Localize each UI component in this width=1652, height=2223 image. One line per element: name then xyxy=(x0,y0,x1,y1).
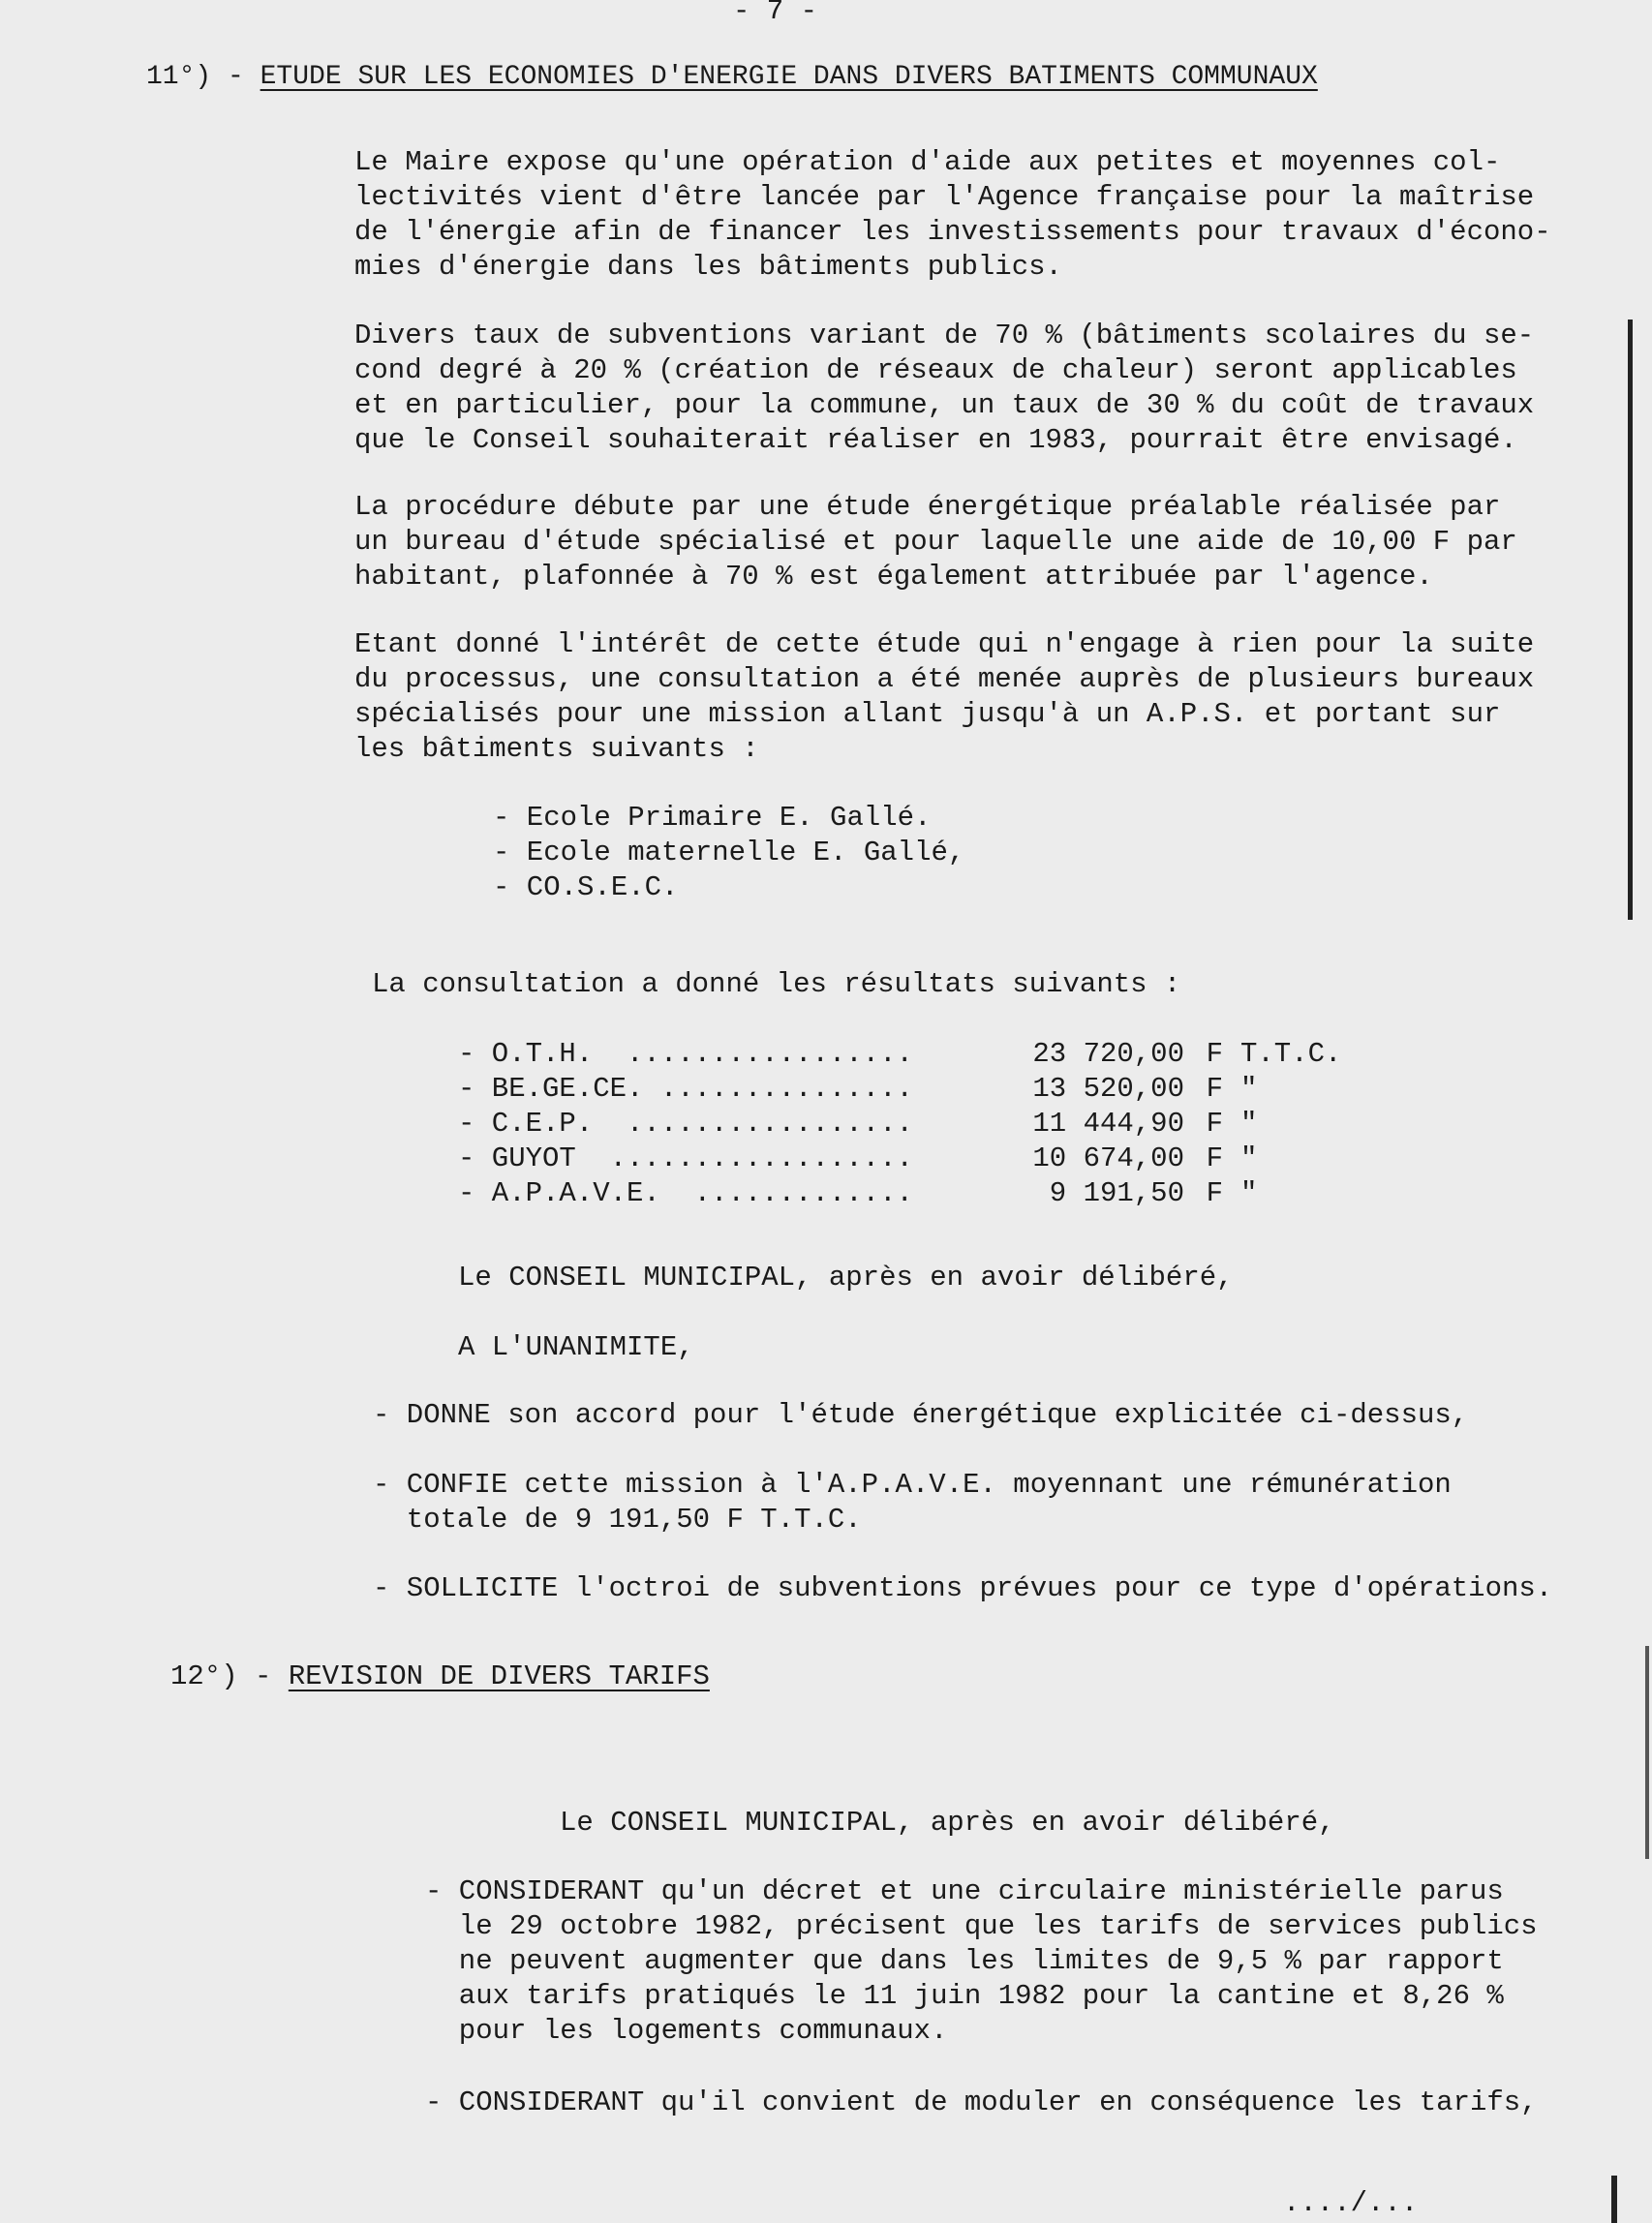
text-line: - CONSIDERANT qu'un décret et une circulaire ministérielle parus xyxy=(425,1875,1504,1907)
text-line: de l'énergie afin de financer les investissements pour travaux d'écono- xyxy=(354,216,1551,248)
amount: 10 674,00 xyxy=(1032,1142,1184,1174)
text-line: - SOLLICITE l'octroi de subventions prévues pour ce type d'opérations. xyxy=(373,1572,1553,1604)
table-row xyxy=(458,1176,1366,1211)
suffix: " xyxy=(1240,1108,1258,1140)
list-item: - Ecole maternelle E. Gallé, xyxy=(493,837,965,868)
text-line: - CONSIDERANT qu'il convient de moduler en conséquence les tarifs, xyxy=(425,2086,1538,2118)
considerant-item xyxy=(425,2086,1538,2120)
list-item: - CO.S.E.C. xyxy=(493,871,679,903)
bureau-name: - BE.GE.CE. ............... xyxy=(458,1073,913,1105)
table-row xyxy=(458,1142,1366,1176)
text-line: du processus, une consultation a été menée auprès de plusieurs bureaux xyxy=(354,663,1535,695)
page-number: - 7 - xyxy=(733,0,818,27)
currency: F xyxy=(1206,1073,1223,1105)
currency: F xyxy=(1206,1108,1223,1140)
text-line: La procédure débute par une étude énergétique préalable réalisée par xyxy=(354,491,1501,523)
paragraph-2 xyxy=(354,319,1534,458)
council-statement: Le CONSEIL MUNICIPAL, après en avoir délibéré, xyxy=(560,1807,1335,1839)
text-line: - DONNE son accord pour l'étude énergétique explicitée ci-dessus, xyxy=(373,1399,1469,1431)
suffix: T.T.C. xyxy=(1240,1038,1342,1070)
text-line: spécialisés pour une mission allant jusqu'à un A.P.S. et portant sur xyxy=(354,698,1501,730)
text-line: mies d'énergie dans les bâtiments publics. xyxy=(354,251,1062,283)
text-line: un bureau d'étude spécialisé et pour laquelle une aide de 10,00 F par xyxy=(354,526,1517,558)
text-line: que le Conseil souhaiterait réaliser en 1983, pourrait être envisagé. xyxy=(354,424,1517,456)
paragraph-1 xyxy=(354,145,1551,285)
decision-item xyxy=(373,1468,1452,1538)
section-12-heading xyxy=(170,1660,710,1694)
bureau-name: - O.T.H. ................. xyxy=(458,1038,913,1070)
text-line: Etant donné l'intérêt de cette étude qui n'engage à rien pour la suite xyxy=(354,628,1535,660)
paragraph-3 xyxy=(354,490,1517,594)
text-line: le 29 octobre 1982, précisent que les tarifs de services publics xyxy=(425,1910,1538,1942)
section-title: REVISION DE DIVERS TARIFS xyxy=(288,1660,710,1692)
suffix: " xyxy=(1240,1177,1258,1209)
suffix: " xyxy=(1240,1073,1258,1105)
decision-item xyxy=(373,1571,1552,1606)
bureau-name: - C.E.P. ................. xyxy=(458,1108,913,1140)
table-row xyxy=(458,1107,1366,1142)
text-line: et en particulier, pour la commune, un taux de 30 % du coût de travaux xyxy=(354,389,1535,421)
text-line: habitant, plafonnée à 70 % est également attribuée par l'agence. xyxy=(354,561,1433,593)
text-line: pour les logements communaux. xyxy=(425,2015,948,2047)
suffix: " xyxy=(1240,1142,1258,1174)
results-table xyxy=(458,1037,1366,1211)
amount: 11 444,90 xyxy=(1032,1108,1184,1140)
section-number: 12°) - xyxy=(170,1660,289,1692)
paragraph-4 xyxy=(354,627,1534,767)
scan-edge-line xyxy=(1628,320,1633,920)
text-line: Le Maire expose qu'une opération d'aide aux petites et moyennes col- xyxy=(354,146,1501,178)
table-row xyxy=(458,1072,1366,1107)
text-line: totale de 9 191,50 F T.T.C. xyxy=(373,1504,862,1536)
text-line: aux tarifs pratiqués le 11 juin 1982 pour la cantine et 8,26 % xyxy=(425,1980,1504,2012)
amount: 9 191,50 xyxy=(1049,1177,1184,1209)
amount: 13 520,00 xyxy=(1032,1073,1184,1105)
text-line: ne peuvent augmenter que dans les limites de 9,5 % par rapport xyxy=(425,1945,1504,1977)
text-line: lectivités vient d'être lancée par l'Agence française pour la maîtrise xyxy=(354,181,1535,213)
currency: F xyxy=(1206,1038,1223,1070)
council-statement: Le CONSEIL MUNICIPAL, après en avoir délibéré, xyxy=(458,1262,1234,1294)
continuation-mark: ..../... xyxy=(1283,2187,1419,2219)
unanimity: A L'UNANIMITE, xyxy=(458,1331,694,1363)
table-row xyxy=(458,1037,1366,1072)
scan-edge-line xyxy=(1611,2176,1617,2223)
currency: F xyxy=(1206,1142,1223,1174)
text-line: les bâtiments suivants : xyxy=(354,733,759,765)
section-11-heading xyxy=(146,60,1318,95)
text-line: - CONFIE cette mission à l'A.P.A.V.E. moyennant une rémunération xyxy=(373,1469,1452,1501)
decision-item xyxy=(373,1398,1468,1433)
results-intro: La consultation a donné les résultats suivants : xyxy=(372,968,1181,1000)
section-title: ETUDE SUR LES ECONOMIES D'ENERGIE DANS DIVERS BATIMENTS COMMUNAUX xyxy=(260,62,1318,92)
bureau-name: - GUYOT .................. xyxy=(458,1142,913,1174)
amount: 23 720,00 xyxy=(1032,1038,1184,1070)
scan-edge-line xyxy=(1645,1646,1649,1859)
bureau-name: - A.P.A.V.E. ............. xyxy=(458,1177,913,1209)
list-item: - Ecole Primaire E. Gallé. xyxy=(493,802,932,834)
buildings-list xyxy=(493,801,964,905)
currency: F xyxy=(1206,1177,1223,1209)
text-line: cond degré à 20 % (création de réseaux de chaleur) seront applicables xyxy=(354,354,1517,386)
section-number: 11°) - xyxy=(146,62,260,92)
text-line: Divers taux de subventions variant de 70 % (bâtiments scolaires du se- xyxy=(354,320,1535,351)
considerant-item xyxy=(425,1874,1538,2049)
